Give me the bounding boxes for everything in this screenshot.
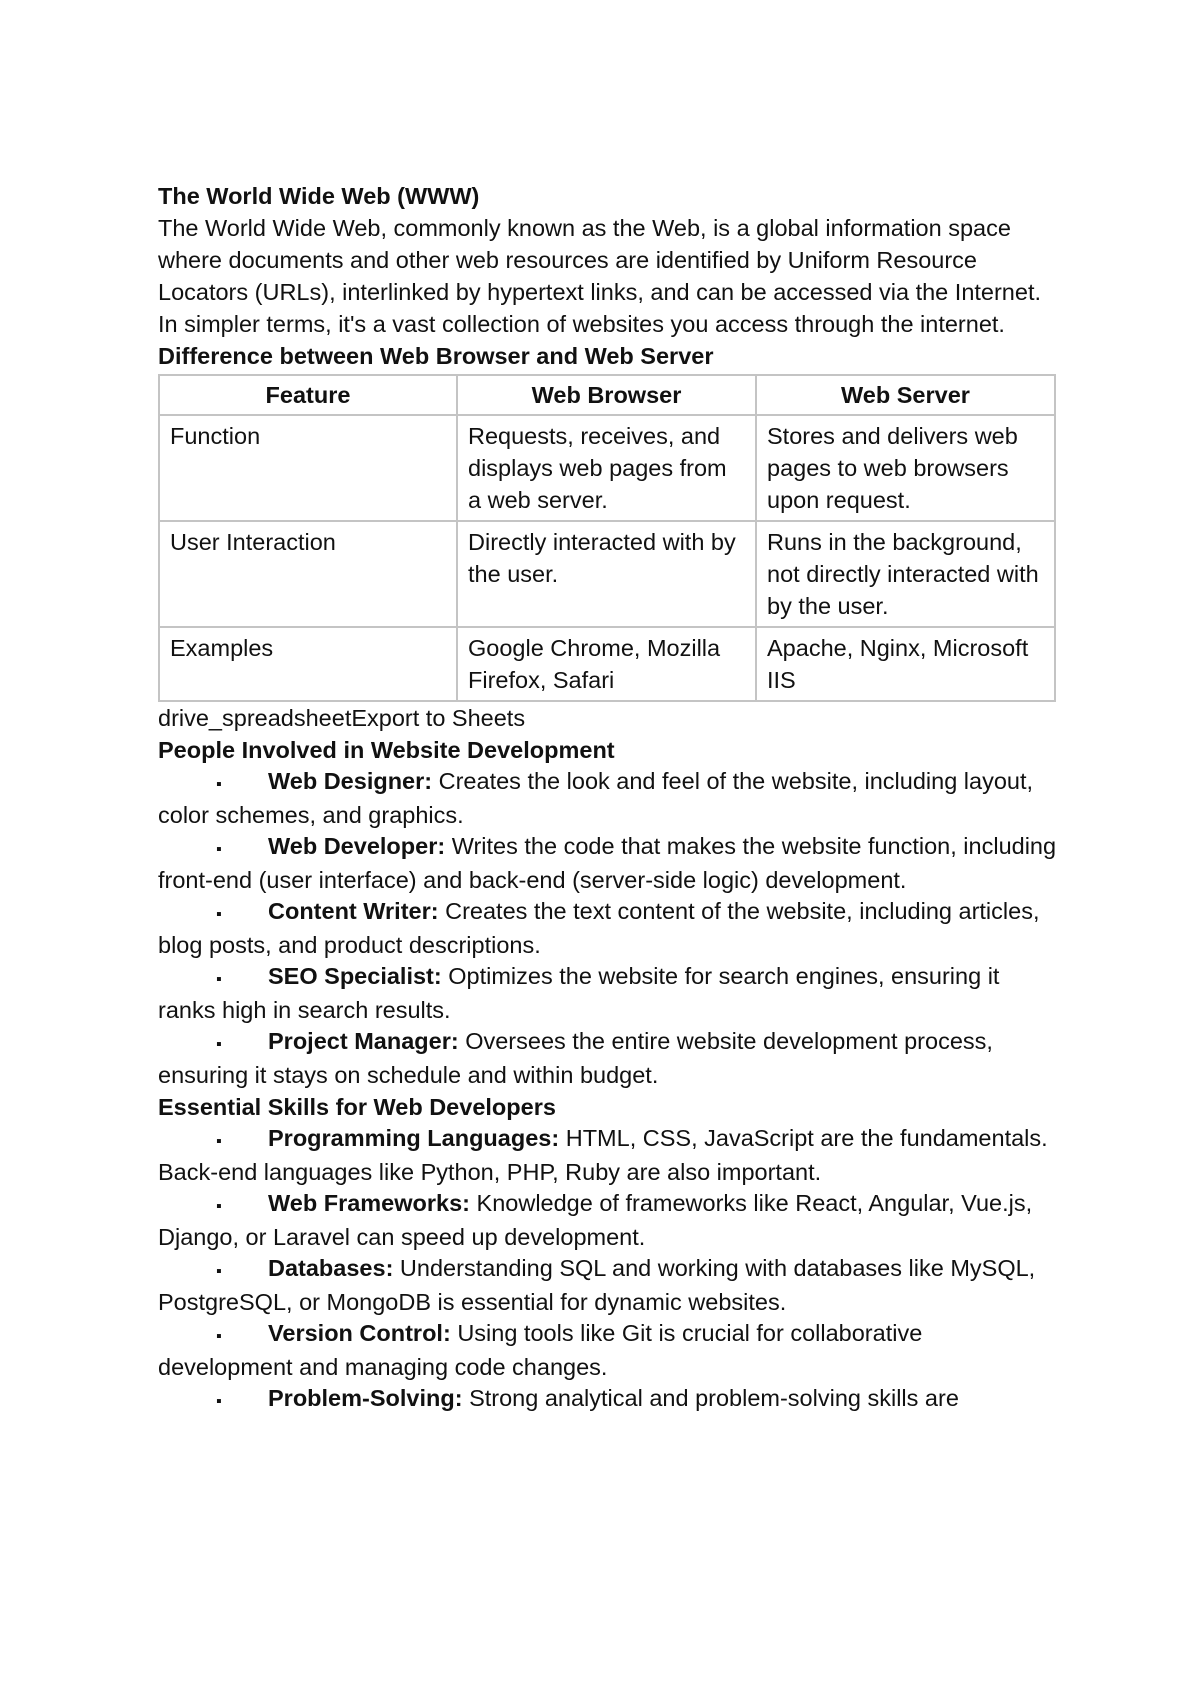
- item-desc: Optimizes the website for search engines, ensuring it ranks high in search results.: [158, 963, 1000, 1023]
- item-desc: Writes the code that makes the website function, including front-end (user interface) and back-end (server-side logic) development.: [158, 833, 1057, 893]
- list-item: [158, 961, 1058, 1026]
- list-item: [158, 1383, 1058, 1417]
- item-desc: Strong analytical and problem-solving skills are: [462, 1385, 959, 1411]
- export-to-sheets-link[interactable]: drive_spreadsheetExport to Sheets: [158, 705, 526, 731]
- item-term: Web Designer:: [268, 768, 433, 794]
- bullet-icon: ▪: [216, 906, 222, 923]
- table-header-row: [159, 375, 1055, 415]
- document-page: [158, 180, 1058, 1417]
- list-item: [158, 1123, 1058, 1188]
- item-term: Problem-Solving:: [268, 1385, 463, 1411]
- bullet-icon: ▪: [216, 1263, 222, 1280]
- people-list: [158, 766, 1058, 1091]
- header-feature: Feature: [159, 375, 457, 415]
- people-heading: People Involved in Website Development: [158, 737, 615, 763]
- item-desc: Creates the text content of the website, including articles, blog posts, and product descriptions.: [158, 898, 1040, 958]
- table-cell: Requests, receives, and displays web pages from a web server.: [457, 415, 756, 521]
- item-desc: Creates the look and feel of the website, including layout, color schemes, and graphics.: [158, 768, 1034, 828]
- www-heading: The World Wide Web (WWW): [158, 183, 480, 209]
- item-term: Content Writer:: [268, 898, 439, 924]
- bullet-icon: ▪: [216, 1133, 222, 1150]
- item-term: Programming Languages:: [268, 1125, 560, 1151]
- bullet-icon: ▪: [216, 841, 222, 858]
- bullet-icon: ▪: [216, 1198, 222, 1215]
- difference-heading: Difference between Web Browser and Web Server: [158, 343, 714, 369]
- table-cell: Directly interacted with by the user.: [457, 521, 756, 627]
- header-web-browser: Web Browser: [457, 375, 756, 415]
- item-desc: Knowledge of frameworks like React, Angular, Vue.js, Django, or Laravel can speed up development.: [158, 1190, 1033, 1250]
- skills-list: [158, 1123, 1058, 1417]
- item-term: Project Manager:: [268, 1028, 459, 1054]
- table-cell: Google Chrome, Mozilla Firefox, Safari: [457, 627, 756, 701]
- item-term: Web Developer:: [268, 833, 446, 859]
- table-row: [159, 627, 1055, 701]
- table-row: [159, 415, 1055, 521]
- comparison-table: [158, 374, 1056, 702]
- item-desc: Understanding SQL and working with databases like MySQL, PostgreSQL, or MongoDB is essential for dynamic websites.: [158, 1255, 1036, 1315]
- bullet-icon: ▪: [216, 971, 222, 988]
- table-cell: Apache, Nginx, Microsoft IIS: [756, 627, 1055, 701]
- list-item: [158, 766, 1058, 831]
- item-term: Web Frameworks:: [268, 1190, 470, 1216]
- table-cell: User Interaction: [159, 521, 457, 627]
- www-paragraph: The World Wide Web, commonly known as the Web, is a global information space where documents and other web resources are identified by Uniform Resource Locators (URLs), interlinked by hypertext links, and can be accessed via the Internet. In simpler terms, it's a vast collection of websites you access through the internet.: [158, 215, 1042, 337]
- bullet-icon: ▪: [216, 1328, 222, 1345]
- item-term: Databases:: [268, 1255, 394, 1281]
- table-cell: Function: [159, 415, 457, 521]
- table-cell: Examples: [159, 627, 457, 701]
- item-term: SEO Specialist:: [268, 963, 442, 989]
- table-row: [159, 521, 1055, 627]
- bullet-icon: ▪: [216, 776, 222, 793]
- item-desc: Oversees the entire website development process, ensuring it stays on schedule and within budget.: [158, 1028, 993, 1088]
- table-cell: Runs in the background, not directly interacted with by the user.: [756, 521, 1055, 627]
- list-item: [158, 1318, 1058, 1383]
- list-item: [158, 896, 1058, 961]
- list-item: [158, 1026, 1058, 1091]
- bullet-icon: ▪: [216, 1393, 222, 1410]
- skills-heading: Essential Skills for Web Developers: [158, 1094, 556, 1120]
- list-item: [158, 831, 1058, 896]
- item-desc: Using tools like Git is crucial for collaborative development and managing code changes.: [158, 1320, 923, 1380]
- list-item: [158, 1253, 1058, 1318]
- item-desc: HTML, CSS, JavaScript are the fundamentals. Back-end languages like Python, PHP, Ruby are also important.: [158, 1125, 1048, 1185]
- table-cell: Stores and delivers web pages to web browsers upon request.: [756, 415, 1055, 521]
- bullet-icon: ▪: [216, 1036, 222, 1053]
- list-item: [158, 1188, 1058, 1253]
- item-term: Version Control:: [268, 1320, 451, 1346]
- header-web-server: Web Server: [756, 375, 1055, 415]
